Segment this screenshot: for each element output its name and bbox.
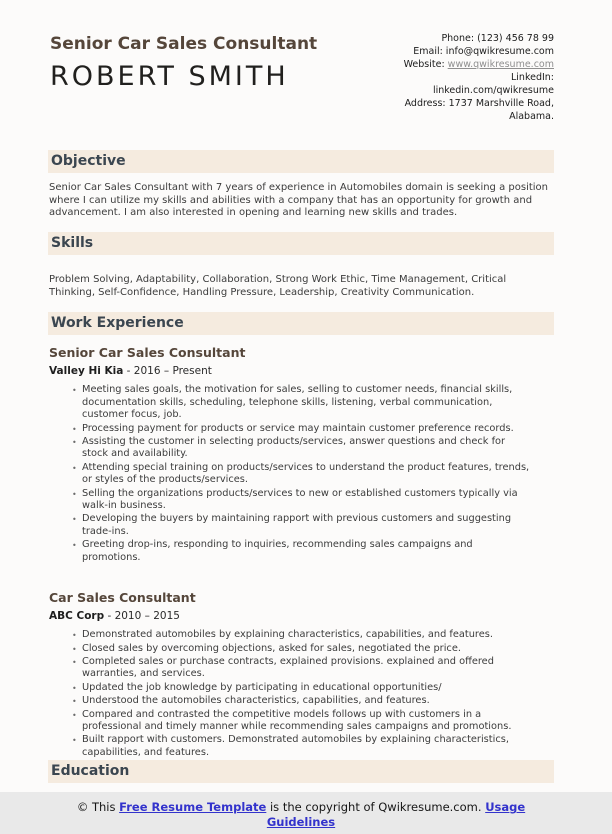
skills-text: Problem Solving, Adaptability, Collaboration, Strong Work Ethic, Time Management, Critical Thinking, Self-Confidence, Handling Pressure, Leadership, Creativity Communication. xyxy=(49,273,507,298)
job-entry-2 xyxy=(48,590,554,759)
job-entry-1 xyxy=(48,345,554,564)
website-link[interactable]: www.qwikresume.com xyxy=(447,59,554,70)
bullet-item: • Demonstrated automobiles by explaining characteristics, capabilities, and features. xyxy=(82,629,544,641)
job1-dates: - 2016 – Present xyxy=(123,365,212,378)
education-heading: Education xyxy=(48,760,554,783)
bullet-item: • Assisting the customer in selecting products/services, answer questions and check for stock and availability. xyxy=(82,436,544,461)
bullet-item: • Selling the organizations products/services to new or established customers typically via walk-in business. xyxy=(82,488,544,513)
section-objective xyxy=(48,123,554,220)
section-work-experience xyxy=(48,299,554,760)
bullet-item: • Processing payment for products or service may maintain customer preference records. xyxy=(82,423,544,435)
job2-dates: - 2010 – 2015 xyxy=(104,610,180,623)
bullet-item: • Attending special training on products/services to understand the product features, trends, or styles of the products/services. xyxy=(82,462,544,487)
contact-linkedin-label: LinkedIn: xyxy=(510,72,554,83)
footer-prefix: © This xyxy=(76,800,120,815)
contact-linkedin-value: linkedin.com/qwikresume xyxy=(432,85,554,96)
bullet-item: • Meeting sales goals, the motivation for sales, selling to customer needs, financial skills, documentation skills, scheduling, telephone skills, listening, verbal communication, customer focus, job. xyxy=(82,384,544,421)
contact-email: Email: info@qwikresume.com xyxy=(413,46,554,57)
job1-bullet-list xyxy=(48,384,554,564)
resume-header xyxy=(48,30,554,123)
page-bottom xyxy=(48,760,554,834)
job2-title: Car Sales Consultant xyxy=(49,590,196,606)
usage-guidelines-link[interactable]: Usage Guidelines xyxy=(266,800,526,830)
job1-meta xyxy=(49,365,554,378)
bullet-item: • Updated the job knowledge by participating in educational opportunities/ xyxy=(82,682,544,694)
job2-bullet-list xyxy=(48,629,554,759)
objective-text: Senior Car Sales Consultant with 7 years of experience in Automobiles domain is seeking a position where I can utilize my skills and abilities with a company that has an opportunity for growth and advancement. I am also interested in opening and learning new skills and trades. xyxy=(49,182,549,219)
contact-phone: Phone: (123) 456 78 99 xyxy=(441,33,554,44)
contact-address-line2: Alabama. xyxy=(509,111,554,122)
job2-meta xyxy=(49,610,554,623)
copyright-footer xyxy=(51,800,551,830)
bullet-item: • Developing the buyers by maintaining rapport with previous customers and suggesting trade-ins. xyxy=(82,513,544,538)
section-skills xyxy=(48,220,554,299)
contact-website xyxy=(404,58,554,71)
bullet-item: • Closed sales by overcoming objections, asked for sales, negotiated the price. xyxy=(82,643,544,655)
job1-title: Senior Car Sales Consultant xyxy=(49,345,246,361)
bullet-item: • Built rapport with customers. Demonstrated automobiles by explaining characteristics, capabilities, and features. xyxy=(82,734,544,759)
document-title: Senior Car Sales Consultant xyxy=(50,34,318,54)
work-experience-heading: Work Experience xyxy=(48,312,554,335)
job2-company: ABC Corp xyxy=(49,610,105,623)
contact-block xyxy=(404,32,554,123)
header-title-block xyxy=(48,30,317,92)
bullet-item: • Compared and contrasted the competitive models follows up with customers in a professional and timely manner while recommending sales campaigns and promotions. xyxy=(82,709,544,734)
objective-heading: Objective xyxy=(48,150,554,173)
free-resume-template-link[interactable]: Free Resume Template xyxy=(119,800,267,815)
contact-address-line1: Address: 1737 Marshville Road, xyxy=(404,98,554,109)
contact-website-label: Website: xyxy=(403,59,448,70)
bullet-item: • Greeting drop-ins, responding to inquiries, recommending sales campaigns and promotions. xyxy=(82,539,544,564)
bullet-item: • Completed sales or purchase contracts, explained provisions. explained and offered warranties, and services. xyxy=(82,656,544,681)
job1-company: Valley Hi Kia xyxy=(49,365,124,378)
footer-middle: is the copyright of Qwikresume.com. xyxy=(266,800,486,815)
person-name: ROBERT SMITH xyxy=(50,61,289,93)
bullet-item: • Understood the automobiles characteristics, capabilities, and features. xyxy=(82,695,544,707)
skills-heading: Skills xyxy=(48,232,554,255)
